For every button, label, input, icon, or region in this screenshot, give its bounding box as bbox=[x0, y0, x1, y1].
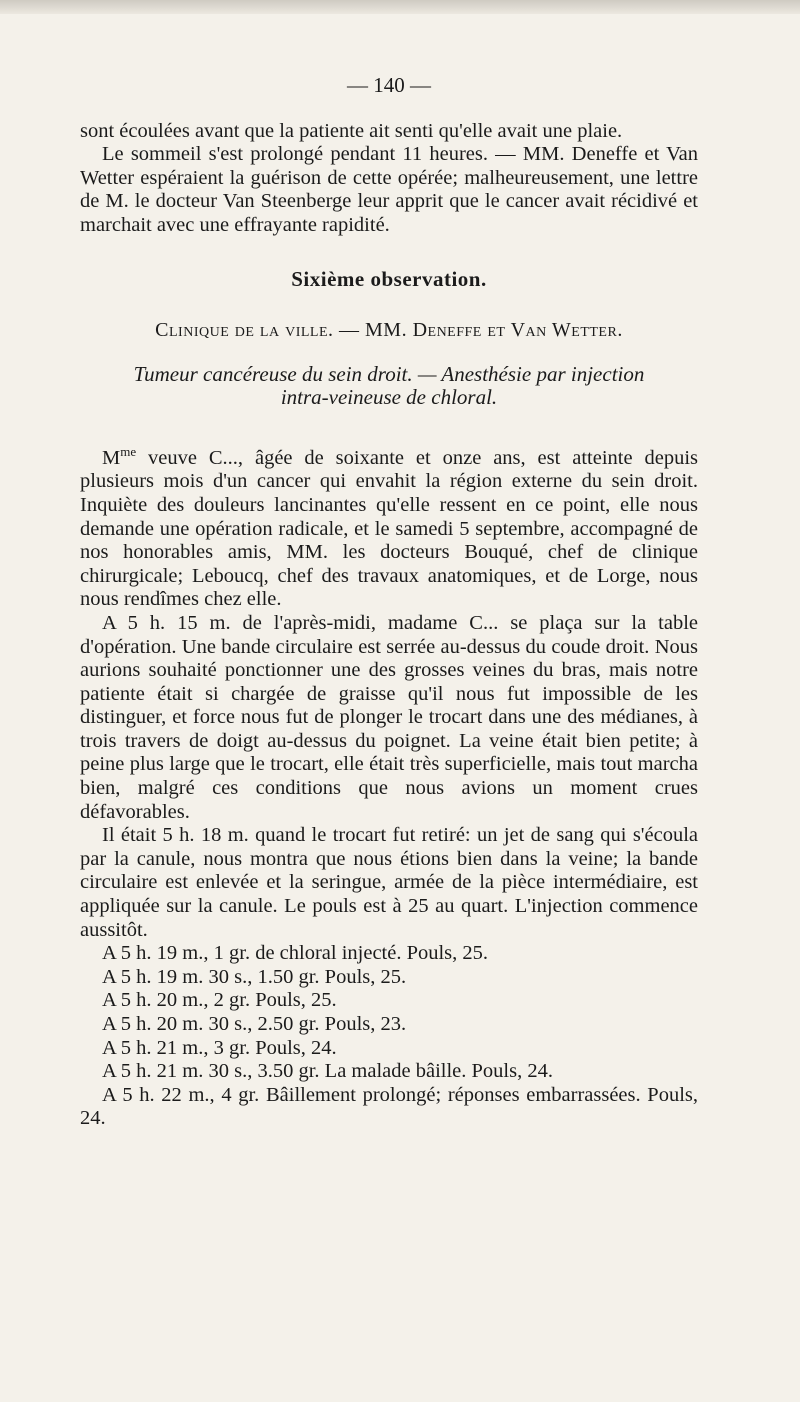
tumeur-line-2: intra-veineuse de chloral. bbox=[280, 385, 498, 410]
mme-prefix: M bbox=[102, 446, 121, 469]
timeline-entry: A 5 h. 21 m. 30 s., 3.50 gr. La malade bâille. Pouls, 24. bbox=[102, 1060, 553, 1083]
timeline-entry: A 5 h. 21 m., 3 gr. Pouls, 24. bbox=[102, 1036, 337, 1059]
final-entry: A 5 h. 22 m., 4 gr. Bâillement prolongé; réponses embarrassées. Pouls, 24. bbox=[80, 1083, 698, 1130]
clinique-line: Clinique de la ville. — MM. Deneffe et Van Wetter. bbox=[155, 319, 623, 342]
paragraph-patient bbox=[80, 440, 698, 612]
timeline-entry: A 5 h. 19 m., 1 gr. de chloral injecté. Pouls, 25. bbox=[102, 942, 489, 965]
timeline-entry: A 5 h. 20 m. 30 s., 2.50 gr. Pouls, 23. bbox=[102, 1013, 407, 1036]
paragraph-operation: A 5 h. 15 m. de l'après-midi, madame C... se plaça sur la table d'opération. Une bande circulaire est serrée au-dessus du coude droit. Nous aurions souhaité ponctionner une des grosses veines du bras, mais notre patiente était si chargée de graisse qu'il nous fut impossible de les distinguer, et force nous fut de plonger le trocart dans une des médianes, à trois travers de doigt au-dessus du poignet. La veine était bien petite; à peine plus large que le trocart, elle était très superficielle, mais tout marcha bien, malgré ces conditions que nous avions un moment crues défavorables. bbox=[80, 611, 698, 823]
mme-superscript: me bbox=[120, 443, 137, 459]
opening-paragraph: sont écoulées avant que la patiente ait senti qu'elle avait une plaie. bbox=[80, 119, 623, 142]
paragraph-sleep: Le sommeil s'est prolongé pendant 11 heures. — MM. Deneffe et Van Wetter espéraient la guérison de cette opérée; malheureusement, une lettre de M. le docteur Van Steenberge leur apprit que le cancer avait récidivé et marchait avec une effrayante rapidité. bbox=[80, 143, 698, 236]
timeline-entry: A 5 h. 20 m., 2 gr. Pouls, 25. bbox=[102, 989, 337, 1012]
scan-edge bbox=[0, 0, 800, 14]
paragraph-trocart: Il était 5 h. 18 m. quand le trocart fut retiré: un jet de sang qui s'écoula par la canule, nous montra que nous étions bien dans la veine; la bande circulaire est enlevée et la seringue, armée de la pièce intermédiaire, est appliquée sur la canule. Le pouls est à 25 au quart. L'injection commence aussitôt. bbox=[80, 824, 698, 941]
tumeur-line-1: Tumeur cancéreuse du sein droit. — Anesthésie par injection bbox=[133, 361, 645, 386]
timeline-list bbox=[80, 942, 698, 1084]
page-text bbox=[80, 74, 698, 1131]
page-number: — 140 — bbox=[347, 73, 431, 97]
observation-heading: Sixième observation. bbox=[291, 266, 487, 291]
paragraph-patient-body: veuve C..., âgée de soixante et onze ans, est atteinte depuis plusieurs mois d'un cancer qui envahit la région externe du sein droit. Inquiète des douleurs lancinantes qu'elle ressent en ce point, elle nous demande une opération radicale, et le samedi 5 septembre, accompagné de nos honorables amis, MM. les docteurs Bouqué, chef de clinique chirurgicale; Leboucq, chef des travaux anatomiques, et de Lorge, nous nous rendîmes chez elle. bbox=[80, 446, 698, 611]
timeline-entry: A 5 h. 19 m. 30 s., 1.50 gr. Pouls, 25. bbox=[102, 965, 407, 988]
tumeur-subtitle bbox=[80, 363, 698, 410]
